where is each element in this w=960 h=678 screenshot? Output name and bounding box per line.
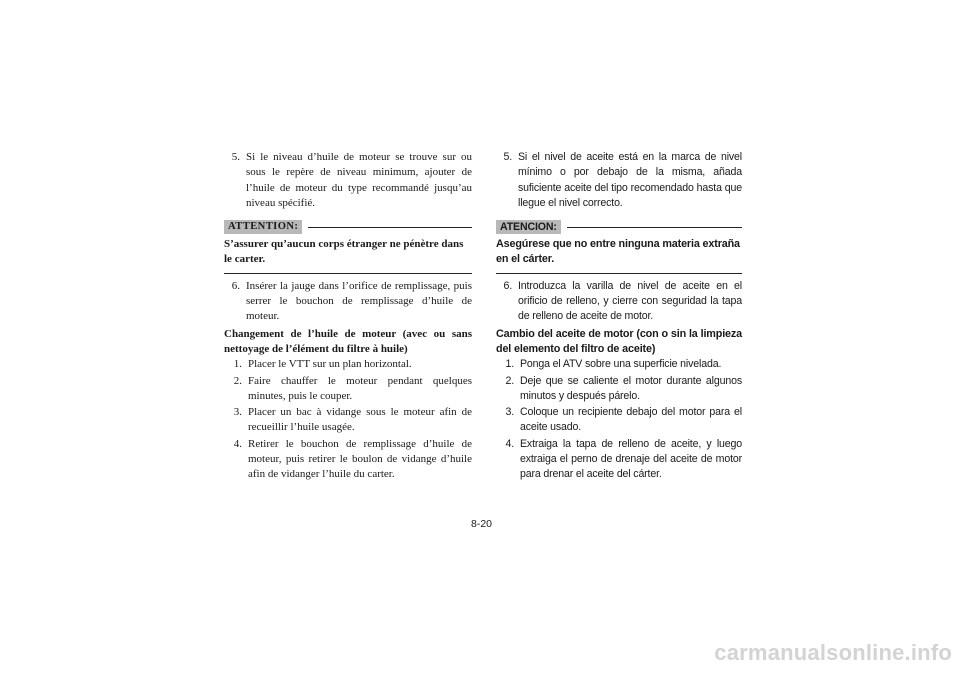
spanish-column — [496, 150, 742, 484]
fr-section-heading: Changement de l’huile de moteur (avec ou sans nettoyage de l’élément du filtre à huile) — [224, 327, 472, 355]
es-step-text: Extraiga la tapa de relleno de aceite, y luego extraiga el perno de drenaje del aceite de motor para drenar el aceite del cárter. — [520, 437, 742, 481]
french-column — [224, 150, 472, 484]
fr-item-6-text: Insérer la jauge dans l’orifice de remplissage, puis serrer le bouchon de remplissage d’huile de moteur. — [246, 279, 472, 323]
fr-steps-list — [224, 357, 472, 482]
es-step-number: 4. — [505, 437, 514, 450]
es-item-6-number: 6. — [503, 279, 512, 292]
fr-item-6 — [224, 279, 472, 325]
es-caution-header — [496, 220, 742, 234]
es-step-text: Deje que se caliente el motor durante algunos minutos y después párelo. — [520, 374, 742, 402]
fr-step-text: Placer le VTT sur un plan horizontal. — [248, 358, 412, 371]
list-item — [504, 405, 742, 436]
fr-caution-rule — [308, 227, 472, 228]
es-step-number: 3. — [505, 406, 514, 419]
es-item-6-text: Introduzca la varilla de nivel de aceite en el orificio de relleno, y cierre con seguridad la tapa de relleno de aceite de motor. — [518, 279, 742, 323]
es-item-5-text: Si el nivel de aceite está en la marca de nivel mínimo o por debajo de la misma, añada suficiente aceite del tipo recomendado hasta que llegue el nivel correcto. — [518, 151, 742, 209]
fr-caution-label: ATTENTION: — [224, 220, 302, 234]
fr-caution-header — [224, 220, 472, 234]
fr-step-number: 1. — [233, 358, 242, 371]
list-item — [504, 437, 742, 483]
fr-step-number: 3. — [233, 406, 242, 419]
fr-item-6-number: 6. — [231, 279, 240, 292]
es-step-text: Coloque un recipiente debajo del motor para el aceite usado. — [520, 406, 742, 434]
list-item — [504, 357, 742, 372]
es-step-text: Ponga el ATV sobre una superficie nivelada. — [520, 358, 722, 371]
es-section-heading: Cambio del aceite de motor (con o sin la limpieza del elemento del filtro de aceite) — [496, 327, 742, 355]
list-item — [232, 357, 472, 372]
es-caution-rule — [567, 227, 742, 228]
es-caution-label: ATENCION: — [496, 220, 561, 234]
fr-step-text: Faire chauffer le moteur pendant quelques minutes, puis le couper. — [248, 374, 472, 402]
fr-item-5-text: Si le niveau d’huile de moteur se trouve sur ou sous le repère de niveau minimum, ajouter de l’huile de moteur du type recommandé jusqu’au niveau spécifié. — [246, 151, 472, 209]
es-item-5 — [496, 150, 742, 211]
es-item-6 — [496, 279, 742, 325]
es-caution-text: Asegúrese que no entre ninguna materia extraña en el cárter. — [496, 237, 742, 274]
list-item — [232, 405, 472, 436]
watermark: carmanualsonline.info — [714, 640, 952, 665]
list-item — [232, 437, 472, 483]
es-step-number: 1. — [505, 358, 514, 371]
fr-step-number: 4. — [233, 437, 242, 450]
es-item-5-number: 5. — [503, 151, 512, 163]
es-step-number: 2. — [505, 374, 514, 387]
fr-step-number: 2. — [233, 374, 242, 387]
fr-caution-text: S’assurer qu’aucun corps étranger ne pénètre dans le carter. — [224, 237, 472, 274]
list-item — [504, 374, 742, 405]
list-item — [232, 374, 472, 405]
fr-item-5-number: 5. — [231, 151, 240, 163]
es-steps-list — [496, 357, 742, 482]
fr-step-text: Retirer le bouchon de remplissage d’huile de moteur, puis retirer le boulon de vidange d’huile afin de vidanger l’huile du carter. — [248, 437, 472, 481]
page-number: 8-20 — [471, 518, 493, 530]
fr-item-5 — [224, 150, 472, 211]
fr-step-text: Placer un bac à vidange sous le moteur afin de recueillir l’huile usagée. — [248, 406, 472, 434]
